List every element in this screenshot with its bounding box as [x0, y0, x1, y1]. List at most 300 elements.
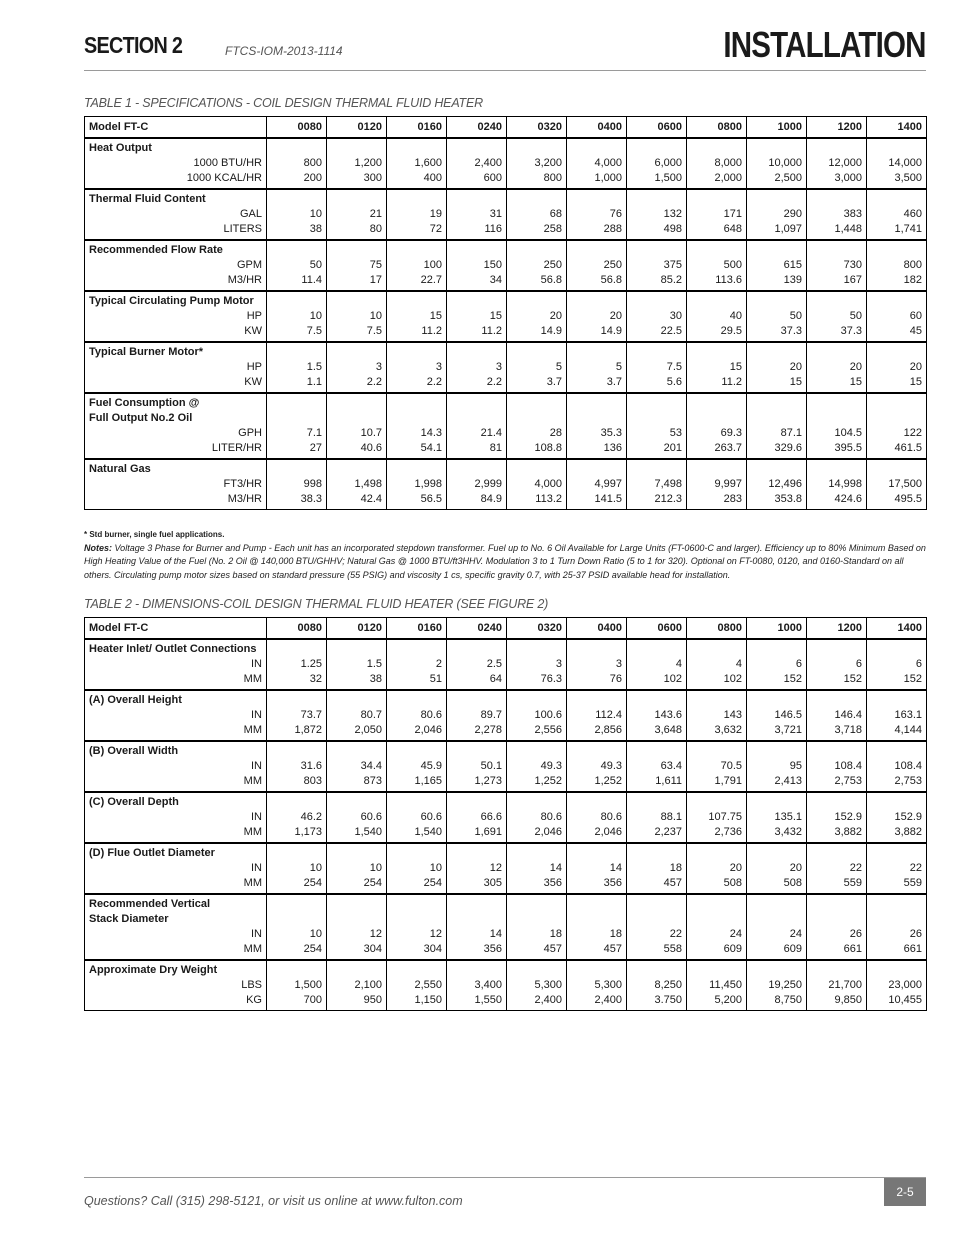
cell-value: 356: [543, 877, 562, 889]
value-cell: [267, 960, 327, 1011]
cell-value: 1.5: [306, 361, 322, 373]
unit-label: KG: [246, 994, 262, 1006]
value-cell: [567, 690, 627, 741]
cell-value: 1,500: [294, 979, 322, 991]
value-cell: [867, 459, 927, 510]
value-cell: [567, 894, 627, 960]
cell-value: 37.3: [780, 325, 802, 337]
row-label-cell: [85, 792, 267, 843]
cell-value: 2,400: [534, 994, 562, 1006]
unit-label: IN: [251, 760, 262, 772]
cell-value: 1,097: [774, 223, 802, 235]
value-cell: [327, 291, 387, 342]
cell-value: 730: [843, 259, 862, 271]
cell-value: 38: [369, 673, 382, 685]
value-cell: [267, 189, 327, 240]
cell-value: 8,250: [654, 979, 682, 991]
group-name: (A) Overall Height: [89, 694, 182, 706]
unit-label: MM: [243, 775, 262, 787]
cell-value: 495.5: [894, 493, 922, 505]
value-cell: [447, 240, 507, 291]
cell-value: 1,173: [294, 826, 322, 838]
cell-value: 10: [369, 310, 382, 322]
cell-value: 2,046: [414, 724, 442, 736]
cell-value: 10,455: [888, 994, 922, 1006]
cell-value: 22: [669, 928, 682, 940]
value-cell: [747, 189, 807, 240]
cell-value: 113.2: [535, 493, 562, 505]
cell-value: 11,450: [709, 979, 742, 991]
unit-label: LBS: [241, 979, 262, 991]
value-cell: [627, 189, 687, 240]
value-cell: [567, 792, 627, 843]
value-cell: [447, 690, 507, 741]
cell-value: 3,432: [774, 826, 802, 838]
cell-value: 4,000: [534, 478, 562, 490]
cell-value: 21: [369, 208, 382, 220]
value-cell: [447, 459, 507, 510]
cell-value: 50.1: [480, 760, 502, 772]
cell-value: 102: [723, 673, 742, 685]
value-cell: [807, 138, 867, 189]
cell-value: 56.8: [540, 274, 562, 286]
cell-value: 107.75: [708, 811, 742, 823]
model-column-header: 0080: [267, 117, 327, 139]
cell-value: 80.6: [540, 811, 562, 823]
cell-value: 20: [909, 361, 922, 373]
value-cell: [507, 894, 567, 960]
cell-value: 49.3: [600, 760, 622, 772]
specifications-table: [84, 116, 927, 510]
cell-value: 283: [723, 493, 742, 505]
value-cell: [507, 960, 567, 1011]
unit-label: IN: [251, 811, 262, 823]
value-cell: [267, 240, 327, 291]
value-cell: [867, 291, 927, 342]
value-cell: [747, 843, 807, 894]
cell-value: 40.6: [360, 442, 382, 454]
value-cell: [567, 189, 627, 240]
group-name: Thermal Fluid Content: [89, 193, 206, 205]
cell-value: 152.9: [834, 811, 862, 823]
cell-value: 15: [429, 310, 442, 322]
cell-value: 69.3: [720, 427, 742, 439]
cell-value: 254: [303, 943, 322, 955]
footer-contact: Questions? Call (315) 298-5121, or visit us online at www.fulton.com: [84, 1194, 463, 1208]
value-cell: [687, 690, 747, 741]
value-cell: [387, 741, 447, 792]
value-cell: [747, 639, 807, 690]
cell-value: 29.5: [720, 325, 742, 337]
unit-label: LITER/HR: [211, 442, 262, 454]
cell-value: 14.3: [420, 427, 442, 439]
cell-value: 20: [849, 361, 862, 373]
value-cell: [387, 843, 447, 894]
cell-value: 152: [843, 673, 862, 685]
cell-value: 38.3: [300, 493, 322, 505]
unit-label: GPM: [236, 259, 262, 271]
model-column-header: 0600: [627, 117, 687, 139]
cell-value: 800: [903, 259, 922, 271]
cell-value: 508: [783, 877, 802, 889]
cell-value: 45: [909, 325, 922, 337]
value-cell: [747, 291, 807, 342]
unit-label: M3/HR: [227, 493, 262, 505]
cell-value: 258: [543, 223, 562, 235]
row-label-cell: [85, 894, 267, 960]
cell-value: 2.5: [486, 658, 502, 670]
value-cell: [447, 189, 507, 240]
cell-value: 1.5: [366, 658, 382, 670]
value-cell: [867, 138, 927, 189]
cell-value: 200: [303, 172, 322, 184]
value-cell: [267, 459, 327, 510]
value-cell: [267, 792, 327, 843]
cell-value: 3,882: [894, 826, 922, 838]
cell-value: 3.7: [606, 376, 622, 388]
cell-value: 24: [789, 928, 802, 940]
value-cell: [327, 459, 387, 510]
group-name: Recommended Vertical: [89, 898, 211, 910]
value-cell: [567, 342, 627, 393]
value-cell: [627, 138, 687, 189]
group-name: Natural Gas: [89, 463, 151, 475]
unit-label: GAL: [239, 208, 262, 220]
value-cell: [627, 639, 687, 690]
cell-value: 950: [363, 994, 382, 1006]
cell-value: 95: [789, 760, 802, 772]
unit-label: 1000 BTU/HR: [193, 157, 262, 169]
cell-value: 56.5: [420, 493, 442, 505]
cell-value: 2,753: [834, 775, 862, 787]
value-cell: [447, 639, 507, 690]
value-cell: [567, 393, 627, 459]
cell-value: 1,691: [474, 826, 502, 838]
cell-value: 2,000: [714, 172, 742, 184]
cell-value: 152: [783, 673, 802, 685]
unit-label: IN: [251, 709, 262, 721]
cell-value: 60: [909, 310, 922, 322]
cell-value: 20: [609, 310, 622, 322]
cell-value: 3: [555, 658, 562, 670]
cell-value: 80: [369, 223, 382, 235]
cell-value: 2,736: [714, 826, 742, 838]
cell-value: 395.5: [834, 442, 862, 454]
cell-value: 75: [369, 259, 382, 271]
table-row: [85, 960, 927, 1011]
cell-value: 254: [363, 877, 382, 889]
cell-value: 356: [603, 877, 622, 889]
model-column-header: 1400: [867, 117, 927, 139]
value-cell: [867, 240, 927, 291]
cell-value: 14.9: [540, 325, 562, 337]
cell-value: 2,237: [654, 826, 682, 838]
value-cell: [387, 291, 447, 342]
cell-value: 3: [615, 658, 622, 670]
cell-value: 116: [484, 223, 502, 235]
cell-value: 49.3: [540, 760, 562, 772]
cell-value: 6: [795, 658, 802, 670]
cell-value: 30: [669, 310, 682, 322]
cell-value: 800: [543, 172, 562, 184]
value-cell: [507, 843, 567, 894]
cell-value: 615: [783, 259, 802, 271]
cell-value: 383: [843, 208, 862, 220]
value-cell: [867, 894, 927, 960]
value-cell: [807, 792, 867, 843]
value-cell: [567, 639, 627, 690]
value-cell: [267, 639, 327, 690]
notes-text: Voltage 3 Phase for Burner and Pump - Each unit has an incorporated stepdown transformer. Fuel up to No. 6 Oil Available for Large Units (FT-0600-C and larger). Efficiency up to 80% Minimum Based on High Heating Value of the Fuel (No. 2 Oil @ 140,000 BTU/GHHV; Natural Gas @ 1000 BTU/ft3HHV. Modulation 3 to 1 Turn Down Ratio (5 to 1 for 320). Optional on FT-0080, 0120, and 0160-Standard on all others. Circulating pump motor sizes based on standard pressure (55 PSIG) and viscosity 1 cs, specific gravity 0.7, with 25-37 PSID available head for installation.: [84, 542, 926, 580]
header-row: [85, 618, 927, 640]
value-cell: [747, 960, 807, 1011]
cell-value: 3: [435, 361, 442, 373]
unit-label: MM: [243, 943, 262, 955]
cell-value: 18: [549, 928, 562, 940]
value-cell: [627, 240, 687, 291]
value-cell: [687, 843, 747, 894]
cell-value: 250: [543, 259, 562, 271]
cell-value: 54.1: [420, 442, 442, 454]
cell-value: 15: [789, 376, 802, 388]
cell-value: 20: [789, 361, 802, 373]
value-cell: [567, 291, 627, 342]
cell-value: 1,200: [354, 157, 382, 169]
cell-value: 10,000: [768, 157, 802, 169]
unit-label: KW: [244, 376, 262, 388]
value-cell: [387, 690, 447, 741]
value-cell: [807, 342, 867, 393]
std-burner-note: * Std burner, single fuel applications.: [84, 530, 225, 539]
value-cell: [807, 894, 867, 960]
value-cell: [807, 960, 867, 1011]
cell-value: 12: [489, 862, 502, 874]
cell-value: 100.6: [534, 709, 562, 721]
value-cell: [507, 342, 567, 393]
cell-value: 3,400: [474, 979, 502, 991]
table-row: [85, 741, 927, 792]
table-row: [85, 393, 927, 459]
model-column-header: 1200: [807, 117, 867, 139]
unit-label: IN: [251, 928, 262, 940]
value-cell: [327, 690, 387, 741]
value-cell: [567, 459, 627, 510]
cell-value: 2,046: [534, 826, 562, 838]
row-label-cell: [85, 690, 267, 741]
cell-value: 31: [489, 208, 502, 220]
table1-caption: TABLE 1 - SPECIFICATIONS - COIL DESIGN THERMAL FLUID HEATER: [84, 96, 483, 110]
group-name: Typical Burner Motor*: [89, 346, 204, 358]
row-label-cell: [85, 960, 267, 1011]
value-cell: [807, 291, 867, 342]
cell-value: 2,400: [594, 994, 622, 1006]
value-cell: [807, 189, 867, 240]
cell-value: 108.8: [534, 442, 562, 454]
cell-value: 163.1: [894, 709, 922, 721]
cell-value: 12,000: [828, 157, 862, 169]
model-label-cell: Model FT-C: [85, 117, 267, 139]
group-name: Recommended Flow Rate: [89, 244, 223, 256]
cell-value: 457: [543, 943, 562, 955]
cell-value: 50: [849, 310, 862, 322]
cell-value: 508: [723, 877, 742, 889]
value-cell: [267, 291, 327, 342]
cell-value: 558: [663, 943, 682, 955]
cell-value: 80.6: [600, 811, 622, 823]
cell-value: 1,000: [594, 172, 622, 184]
cell-value: 2,999: [474, 478, 502, 490]
value-cell: [627, 960, 687, 1011]
value-cell: [807, 393, 867, 459]
value-cell: [507, 393, 567, 459]
cell-value: 72: [429, 223, 442, 235]
row-label-cell: [85, 189, 267, 240]
cell-value: 873: [363, 775, 382, 787]
cell-value: 7.5: [366, 325, 382, 337]
cell-value: 26: [909, 928, 922, 940]
cell-value: 76.3: [540, 673, 562, 685]
cell-value: 21,700: [828, 979, 862, 991]
cell-value: 375: [663, 259, 682, 271]
cell-value: 2,050: [354, 724, 382, 736]
cell-value: 2,400: [474, 157, 502, 169]
cell-value: 8,000: [714, 157, 742, 169]
cell-value: 1,540: [354, 826, 382, 838]
row-label-cell: [85, 342, 267, 393]
cell-value: 22.5: [660, 325, 682, 337]
model-column-header: 0160: [387, 618, 447, 640]
value-cell: [447, 138, 507, 189]
cell-value: 20: [549, 310, 562, 322]
cell-value: 22: [909, 862, 922, 874]
footer-rule: [84, 1177, 926, 1178]
cell-value: 17: [369, 274, 382, 286]
cell-value: 461.5: [894, 442, 922, 454]
value-cell: [507, 639, 567, 690]
cell-value: 20: [729, 862, 742, 874]
group-name: (D) Flue Outlet Diameter: [89, 847, 215, 859]
cell-value: 2.2: [486, 376, 502, 388]
cell-value: 4: [735, 658, 742, 670]
cell-value: 122: [903, 427, 922, 439]
value-cell: [447, 393, 507, 459]
cell-value: 139: [783, 274, 802, 286]
row-label-cell: [85, 240, 267, 291]
value-cell: [507, 138, 567, 189]
cell-value: 2,100: [354, 979, 382, 991]
cell-value: 143: [723, 709, 742, 721]
cell-value: 46.2: [300, 811, 322, 823]
value-cell: [807, 639, 867, 690]
value-cell: [387, 342, 447, 393]
cell-value: 3,718: [834, 724, 862, 736]
cell-value: 108.4: [834, 760, 862, 772]
value-cell: [447, 960, 507, 1011]
cell-value: 1,791: [714, 775, 742, 787]
cell-value: 45.9: [420, 760, 442, 772]
cell-value: 141.5: [594, 493, 622, 505]
cell-value: 661: [903, 943, 922, 955]
table-row: [85, 459, 927, 510]
cell-value: 100: [423, 259, 442, 271]
cell-value: 2,413: [774, 775, 802, 787]
cell-value: 146.4: [834, 709, 862, 721]
value-cell: [267, 138, 327, 189]
group-name: Stack Diameter: [89, 913, 169, 925]
value-cell: [687, 138, 747, 189]
cell-value: 10: [369, 862, 382, 874]
value-cell: [507, 459, 567, 510]
cell-value: 60.6: [420, 811, 442, 823]
cell-value: 150: [483, 259, 502, 271]
value-cell: [267, 741, 327, 792]
unit-label: HP: [246, 361, 262, 373]
cell-value: 2.2: [366, 376, 382, 388]
cell-value: 10: [309, 208, 322, 220]
value-cell: [507, 792, 567, 843]
cell-value: 22: [849, 862, 862, 874]
unit-label: MM: [243, 877, 262, 889]
value-cell: [627, 894, 687, 960]
cell-value: 12: [429, 928, 442, 940]
value-cell: [387, 459, 447, 510]
model-column-header: 0160: [387, 117, 447, 139]
value-cell: [867, 690, 927, 741]
cell-value: 424.6: [834, 493, 862, 505]
unit-label: IN: [251, 862, 262, 874]
cell-value: 5.6: [666, 376, 682, 388]
value-cell: [327, 240, 387, 291]
cell-value: 104.5: [834, 427, 862, 439]
cell-value: 7.1: [306, 427, 322, 439]
value-cell: [747, 342, 807, 393]
model-column-header: 0320: [507, 117, 567, 139]
cell-value: 2,500: [774, 172, 802, 184]
table-row: [85, 639, 927, 690]
model-column-header: 0400: [567, 618, 627, 640]
cell-value: 3: [375, 361, 382, 373]
value-cell: [447, 843, 507, 894]
cell-value: 76: [609, 208, 622, 220]
cell-value: 84.9: [480, 493, 502, 505]
cell-value: 8,750: [774, 994, 802, 1006]
cell-value: 26: [849, 928, 862, 940]
value-cell: [687, 741, 747, 792]
value-cell: [507, 741, 567, 792]
cell-value: 152.9: [894, 811, 922, 823]
unit-label: MM: [243, 673, 262, 685]
cell-value: 38: [309, 223, 322, 235]
value-cell: [507, 291, 567, 342]
cell-value: 254: [303, 877, 322, 889]
group-name: Approximate Dry Weight: [89, 964, 218, 976]
cell-value: 146.5: [774, 709, 802, 721]
cell-value: 353.8: [774, 493, 802, 505]
cell-value: 6: [915, 658, 922, 670]
page-number: 2-5: [884, 1178, 926, 1206]
value-cell: [747, 138, 807, 189]
cell-value: 609: [783, 943, 802, 955]
cell-value: 40: [729, 310, 742, 322]
cell-value: 1,500: [654, 172, 682, 184]
cell-value: 304: [363, 943, 382, 955]
cell-value: 5: [555, 361, 562, 373]
unit-label: MM: [243, 724, 262, 736]
row-label-cell: [85, 639, 267, 690]
cell-value: 132: [663, 208, 682, 220]
value-cell: [567, 843, 627, 894]
value-cell: [627, 393, 687, 459]
